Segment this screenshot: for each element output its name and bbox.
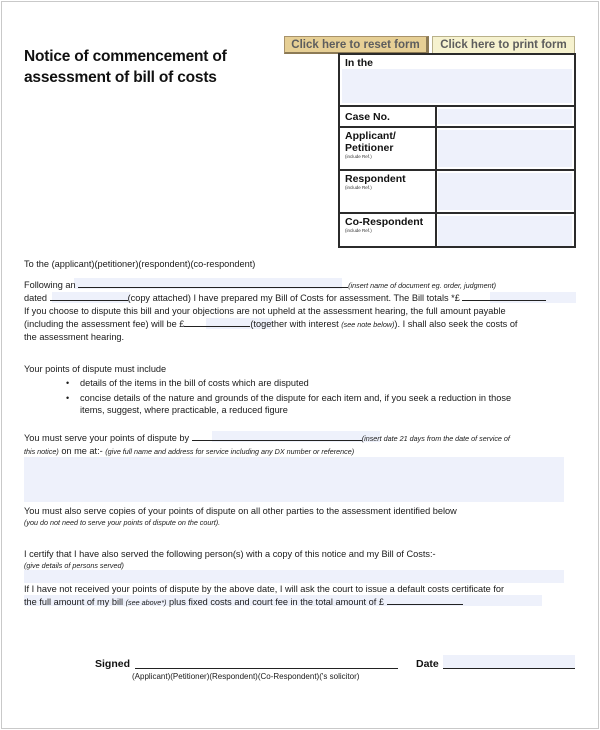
bullet-icon: • <box>66 393 70 403</box>
column-divider <box>435 171 437 212</box>
serve-line2-mid: on me at:- <box>58 446 106 456</box>
applicant-sub-label: (include Ref.) <box>345 154 372 159</box>
applicant-label <box>345 130 396 160</box>
total-amount-field[interactable] <box>387 596 463 605</box>
default-line-2 <box>24 596 463 610</box>
amount-payable-underline <box>184 318 250 327</box>
case-header-box <box>338 53 576 248</box>
following-an-line <box>24 279 496 293</box>
respondent-field[interactable] <box>438 173 572 210</box>
following-an-label: Following an <box>24 280 76 290</box>
dispute-line-1: If you choose to dispute this bill and your objections are not upheld at the assessment hearing, the full amount payable <box>24 306 506 316</box>
corespondent-label-text: Co-Respondent <box>345 216 424 228</box>
see-above-note: (see above*) <box>125 598 167 607</box>
serve-line2-italic: this notice) <box>24 447 59 456</box>
column-divider <box>435 128 437 169</box>
addressee-line: To the (applicant)(petitioner)(respondent)(co-respondent) <box>24 259 256 269</box>
document-page <box>1 1 599 729</box>
serve-line2-hint: (give full name and address for service including any DX number or reference) <box>105 447 355 456</box>
respondent-label-text: Respondent <box>345 173 406 185</box>
dispute-line-3: the assessment hearing. <box>24 332 125 342</box>
reset-form-button[interactable]: Click here to reset form <box>284 36 429 54</box>
page-title <box>24 46 227 88</box>
certify-line-1: I certify that I have also served the following person(s) with a copy of this notice and my Bill of Costs:- <box>24 549 436 559</box>
serve-by-line <box>24 432 510 446</box>
in-the-field[interactable] <box>342 69 572 103</box>
dispute-line2-pre: (including the assessment fee) will be £ <box>24 319 185 329</box>
applicant-row <box>340 128 574 171</box>
signed-field[interactable] <box>135 658 398 669</box>
case-no-row <box>340 107 574 128</box>
certify-line-2: (give details of persons served) <box>24 561 124 570</box>
dated-line <box>24 292 546 305</box>
bullet-item-1: details of the items in the bill of costs which are disputed <box>80 378 309 388</box>
bullet-icon: • <box>66 378 70 388</box>
dispute-line2-post: ). I shall also seek the costs of <box>394 319 518 329</box>
case-no-field[interactable] <box>438 109 572 124</box>
column-divider <box>435 107 437 126</box>
applicant-field[interactable] <box>438 130 572 167</box>
case-no-label: Case No. <box>345 111 390 123</box>
also-serve-line-2: (you do not need to serve your points of dispute on the court). <box>24 518 221 527</box>
signed-caption: (Applicant)(Petitioner)(Respondent)(Co-Respondent)('s solicitor) <box>132 672 360 681</box>
see-note-below: (see note below) <box>341 320 395 329</box>
service-address-field[interactable] <box>24 457 564 502</box>
corespondent-row <box>340 214 574 246</box>
title-line-2: assessment of bill of costs <box>24 69 217 86</box>
respondent-row <box>340 171 574 214</box>
serve-by-hint: (insert date 21 days from the date of service of <box>361 434 510 443</box>
default-line-1: If I have not received your points of dispute by the above date, I will ask the court to issue a default costs certificate for <box>24 584 505 594</box>
dated-rest-text: (copy attached) I have prepared my Bill of Costs for assessment. The Bill totals *£ <box>127 293 460 303</box>
default-line2-pre: the full amount of my bill <box>24 597 124 607</box>
dated-underline <box>50 292 128 301</box>
applicant-label-line1: Applicant/ <box>345 130 396 142</box>
dispute-line-2 <box>24 318 518 332</box>
respondent-label <box>345 173 406 191</box>
corespondent-sub-label: (include Ref.) <box>345 228 372 233</box>
title-line-1: Notice of commencement of <box>24 48 227 65</box>
dispute-line2-mid: (together with interest <box>250 319 339 329</box>
bill-total-underline <box>462 292 546 301</box>
column-divider <box>435 214 437 246</box>
dated-label: dated <box>24 293 47 303</box>
points-intro: Your points of dispute must include <box>24 364 167 374</box>
bullet-item-2: concise details of the nature and grounds of the dispute for each item and, if you seek a reduction in those <box>80 393 512 403</box>
serve-by-underline <box>192 432 362 441</box>
document-name-underline <box>78 279 348 288</box>
bullet-item-2-cont: items, suggest, where practicable, a reduced figure <box>80 405 288 415</box>
in-the-row <box>340 55 574 107</box>
print-form-button[interactable]: Click here to print form <box>432 36 575 54</box>
corespondent-label <box>345 216 423 234</box>
signed-label: Signed <box>95 658 131 670</box>
document-name-hint: (insert name of document eg. order, judgment) <box>348 281 496 290</box>
also-serve-line-1: You must also serve copies of your points of dispute on all other parties to the assessment identified below <box>24 506 457 516</box>
persons-served-field[interactable] <box>24 570 564 583</box>
corespondent-field[interactable] <box>438 216 572 246</box>
serve-by-label: You must serve your points of dispute by <box>24 433 190 443</box>
respondent-sub-label: (include Ref.) <box>345 185 372 190</box>
default-line2-post: plus fixed costs and court fee in the total amount of £ <box>168 597 384 607</box>
in-the-label: In the <box>345 57 373 69</box>
applicant-label-line2: Petitioner <box>345 142 394 154</box>
signature-date-field[interactable] <box>443 655 575 669</box>
date-label: Date <box>416 658 439 670</box>
